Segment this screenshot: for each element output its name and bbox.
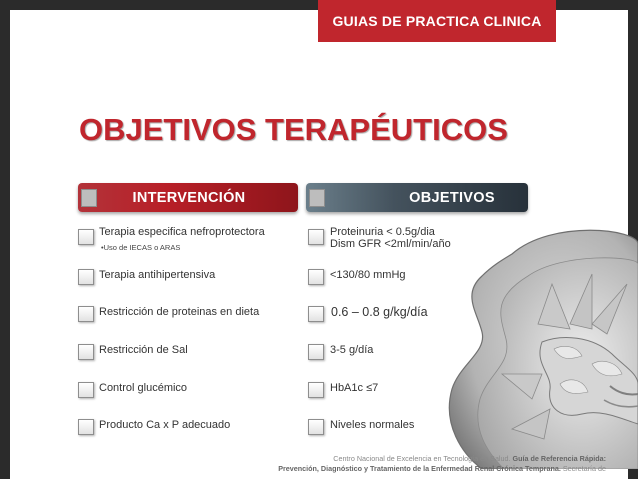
intervention-item: Producto Ca x P adecuado <box>99 419 231 431</box>
footer-line-1-bold: Guía de Referencia Rápida: <box>512 454 606 463</box>
header-badge: GUIAS DE PRACTICA CLINICA <box>318 0 556 42</box>
objective-item: 3-5 g/día <box>330 344 374 356</box>
objective-item: Proteinuria < 0.5g/dia <box>330 226 435 238</box>
footer-citation <box>220 454 606 474</box>
checkbox-icon <box>78 269 94 285</box>
intervention-item: Control glucémico <box>99 382 188 394</box>
checkbox-icon <box>78 382 94 398</box>
intervention-item: Terapia especifica nefroprotectora <box>99 226 265 238</box>
objectives-column-header <box>306 183 528 212</box>
objective-item: HbA1c ≤7 <box>330 382 379 394</box>
intervention-subitem: •Uso de IECAS o ARAS <box>101 243 181 252</box>
intervention-header-label: INTERVENCIÓN <box>132 189 246 206</box>
objective-item: Niveles normales <box>330 419 415 431</box>
intervention-item: Terapia antihipertensiva <box>99 269 216 281</box>
page-title: OBJETIVOS TERAPÉUTICOS <box>79 112 508 147</box>
checkbox-icon <box>308 344 324 360</box>
checkbox-icon <box>78 229 94 245</box>
footer-line-2-bold: Prevención, Diagnóstico y Tratamiento de la Enfermedad Renal Crónica Temprana. <box>278 464 561 473</box>
checkbox-icon <box>78 306 94 322</box>
checkbox-icon <box>308 229 324 245</box>
footer-line-1-plain: Centro Nacional de Excelencia en Tecnología en Salud. <box>333 454 513 463</box>
intervention-item: Restricción de Sal <box>99 344 188 356</box>
footer-line-2 <box>220 464 606 474</box>
checkbox-icon <box>308 419 324 435</box>
checkbox-icon <box>78 344 94 360</box>
footer-line-1 <box>220 454 606 464</box>
footer-line-2-plain: Secretaría de <box>560 464 606 473</box>
intervention-item: Restricción de proteinas en dieta <box>99 306 260 318</box>
objective-subitem: Dism GFR <2ml/min/año <box>330 238 451 250</box>
header-box-icon <box>81 189 97 207</box>
objectives-header-label: OBJETIVOS <box>409 189 495 206</box>
checkbox-icon <box>308 269 324 285</box>
checkbox-icon <box>308 306 324 322</box>
objective-item: 0.6 – 0.8 g/kg/día <box>331 305 428 319</box>
objective-item: <130/80 mmHg <box>330 269 406 281</box>
checkbox-icon <box>308 382 324 398</box>
intervention-column-header <box>78 183 298 212</box>
header-box-icon <box>309 189 325 207</box>
checkbox-icon <box>78 419 94 435</box>
kidney-icon <box>442 224 638 469</box>
